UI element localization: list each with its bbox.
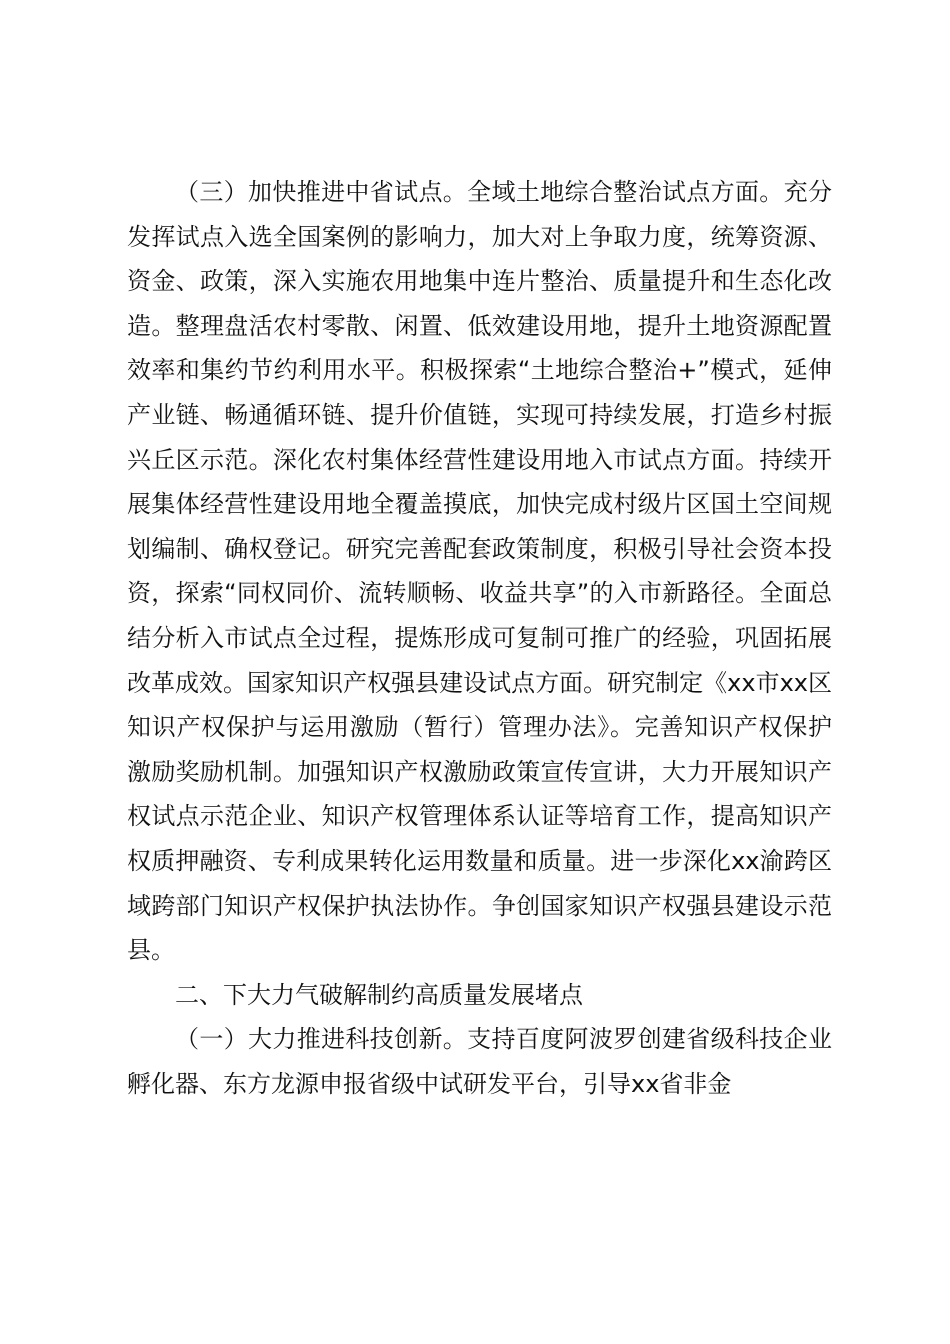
document-body [127, 170, 832, 1106]
section-heading: 二、下大力气破解制约高质量发展堵点 [175, 980, 583, 1009]
paragraph-pilot-programs: （三）加快推进中省试点。全域土地综合整治试点方面。充分发挥试点入选全国案例的影响力，加大对上争取力度，统筹资源、资金、政策，深入实施农用地集中连片整治、质量提升和生态化改造。整理盘活农村零散、闲置、低效建设用地，提升土地资源配置效率和集约节约利用水平。积极探索“土地综合整治+”模式，延伸产业链、畅通循环链、提升价值链，实现可持续发展，打造乡村振兴丘区示范。深化农村集体经营性建设用地入市试点方面。持续开展集体经营性建设用地全覆盖摸底，加快完成村级片区国土空间规划编制、确权登记。研究完善配套政策制度，积极引导社会资本投资，探索“同权同价、流转顺畅、收益共享”的入市新路径。全面总结分析入市试点全过程，提炼形成可复制可推广的经验，巩固拓展改革成效。国家知识产权强县建设试点方面。研究制定《xx市xx区知识产权保护与运用激励（暂行）管理办法》。完善知识产权保护激励奖励机制。加强知识产权激励政策宣传宣讲，大力开展知识产权试点示范企业、知识产权管理体系认证等培育工作，提高知识产权质押融资、专利成果转化运用数量和质量。进一步深化xx渝跨区域跨部门知识产权保护执法协作。争创国家知识产权强县建设示范县。 [127, 178, 832, 965]
paragraph-tech-innovation: （一）大力推进科技创新。支持百度阿波罗创建省级科技企业孵化器、东方龙源申报省级中试研发平台，引导xx省非金 [127, 1025, 832, 1098]
